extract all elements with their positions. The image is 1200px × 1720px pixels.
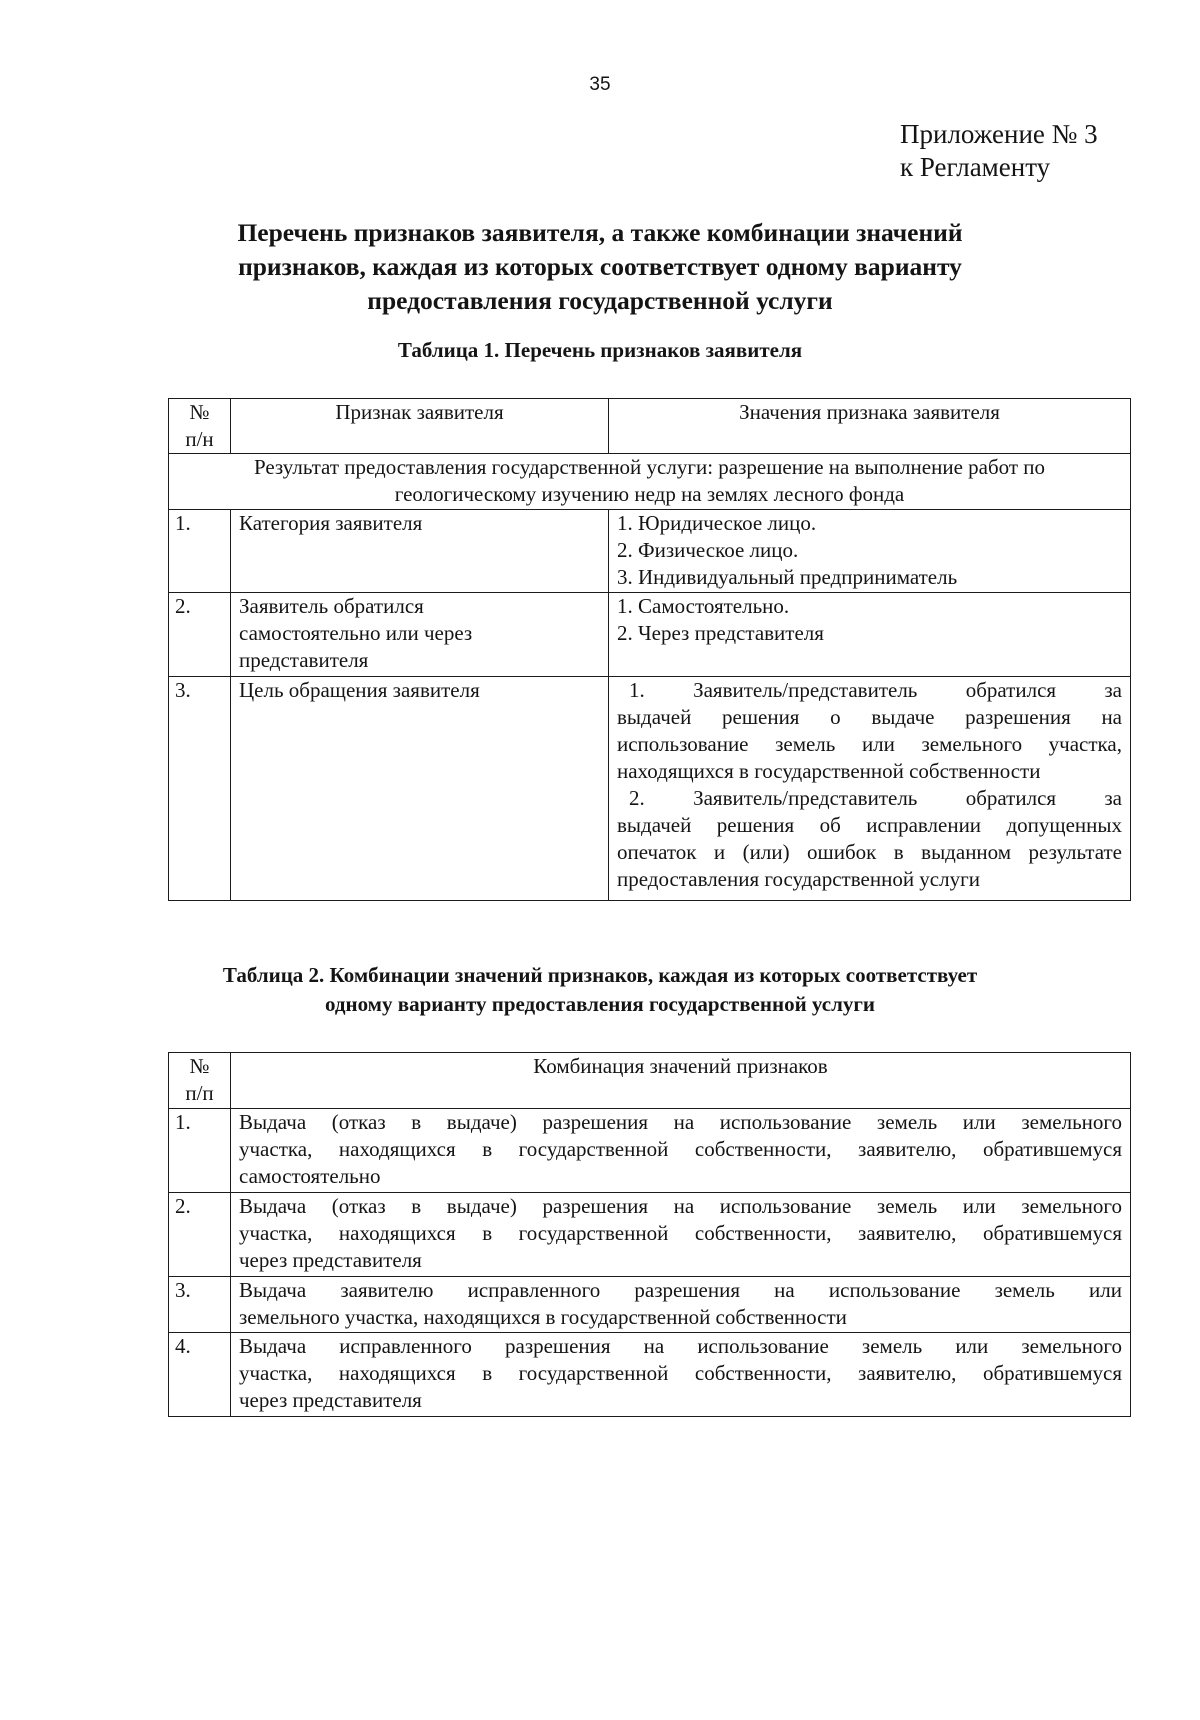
title-line-2: признаков, каждая из которых соответствует одному варианту [238,252,962,281]
table2-row-1-line-2: участка, находящихся в государственной собственности, заявителю, обратившемуся [239,1137,1122,1161]
table2-header-num [169,1053,231,1109]
table1-row-3-feature-line-1: Цель обращения заявителя [239,678,480,702]
table1-row-2-feature-line-3: представителя [239,648,369,672]
table2-caption [0,961,1200,1019]
table2-row-2-num: 2. [169,1193,231,1277]
table1-header-num-line-2: п/н [185,427,214,451]
table2-row-1-num: 1. [169,1109,231,1193]
table-row [169,510,1131,593]
table1-result-row [169,454,1131,510]
table2-feature-combinations [168,1052,1131,1417]
table1-row-1-values [609,510,1131,593]
table1-result-line-1: Результат предоставления государственной услуги: разрешение на выполнение работ по [253,455,1046,479]
table1-header-num-line-1: № [189,400,210,424]
table-row [169,1277,1131,1333]
table1-header-row [169,399,1131,454]
table1-row-2-value-line-1: 1. Самостоятельно. [617,594,790,618]
table1-row-1-num: 1. [169,510,231,593]
table1-row-2-value-line-2: 2. Через представителя [617,621,824,645]
title-line-3: предоставления государственной услуги [367,286,833,315]
table2-header-row [169,1053,1131,1109]
table1-header-values: Значения признака заявителя [609,399,1131,454]
table2-header-num-line-1: № [189,1054,210,1078]
table1-row-3-values [609,677,1131,901]
table1-row-3-value-line-5: 2. Заявитель/представитель обратился за [629,786,1122,810]
appendix-line-1: Приложение № 3 [900,119,1098,149]
table1-row-3-value-line-4: находящихся в государственной собственности [617,759,1041,783]
table1-row-2-values [609,593,1131,677]
table2-row-4-num: 4. [169,1333,231,1417]
table1-row-2-feature-line-1: Заявитель обратился [239,594,424,618]
table2-row-4-line-2: участка, находящихся в государственной собственности, заявителю, обратившемуся [239,1361,1122,1385]
table1-row-3-value-line-7: опечаток и (или) ошибок в выданном результате [617,840,1122,864]
table2-row-2-line-3: через представителя [239,1248,422,1272]
table-row [169,677,1131,901]
table2-row-1-line-3: самостоятельно [239,1164,381,1188]
table1-row-2-num: 2. [169,593,231,677]
table1-row-2-feature [231,593,609,677]
table1-result-line-2: геологическому изучению недр на землях лесного фонда [394,482,905,506]
table2-caption-line-2: одному варианту предоставления государственной услуги [324,992,876,1016]
table1-row-3-value-line-3: использование земель или земельного участка, [617,732,1122,756]
table1-row-3-num: 3. [169,677,231,901]
table1-row-3-feature [231,677,609,901]
table-row [169,593,1131,677]
table2-header-combination: Комбинация значений признаков [231,1053,1131,1109]
table1-row-1-value-line-2: 2. Физическое лицо. [617,538,799,562]
table2-row-4-line-1: Выдача исправленного разрешения на использование земель или земельного [239,1334,1122,1358]
table1-row-1-value-line-3: 3. Индивидуальный предприниматель [617,565,958,589]
table1-header-feature: Признак заявителя [231,399,609,454]
table2-row-3-text [231,1277,1131,1333]
appendix-reference [900,118,1098,184]
document-title [0,216,1200,318]
table1-row-1-feature-line-1: Категория заявителя [239,511,423,535]
table2-row-1-text [231,1109,1131,1193]
table2-row-4-text [231,1333,1131,1417]
table1-row-3-value-line-8: предоставления государственной услуги [617,867,980,891]
table2-row-2-line-2: участка, находящихся в государственной собственности, заявителю, обратившемуся [239,1221,1122,1245]
table2-caption-line-1: Таблица 2. Комбинации значений признаков, каждая из которых соответствует [222,963,978,987]
table1-row-2-feature-line-2: самостоятельно или через [239,621,473,645]
table2-row-2-text [231,1193,1131,1277]
table-row [169,1109,1131,1193]
table1-row-3-value-line-2: выдачей решения о выдаче разрешения на [617,705,1122,729]
table1-row-3-value-line-6: выдачей решения об исправлении допущенных [617,813,1122,837]
table1-applicant-features [168,398,1131,901]
table2-row-3-line-2: земельного участка, находящихся в государственной собственности [239,1305,847,1329]
table-row [169,1193,1131,1277]
table-row [169,1333,1131,1417]
table2-row-3-num: 3. [169,1277,231,1333]
table1-result-cell [169,454,1131,510]
table1-caption-text: Таблица 1. Перечень признаков заявителя [397,338,803,362]
page-number: 35 [589,74,611,95]
appendix-line-2: к Регламенту [900,152,1051,182]
table2-row-3-line-1: Выдача заявителю исправленного разрешения на использование земель или [239,1278,1122,1302]
title-line-1: Перечень признаков заявителя, а также комбинации значений [237,218,963,247]
table2-row-2-line-1: Выдача (отказ в выдаче) разрешения на использование земель или земельного [239,1194,1122,1218]
table1-row-1-value-line-1: 1. Юридическое лицо. [617,511,817,535]
table1-row-1-feature [231,510,609,593]
table2-row-1-line-1: Выдача (отказ в выдаче) разрешения на использование земель или земельного [239,1110,1122,1134]
table1-caption [0,336,1200,365]
table2-row-4-line-3: через представителя [239,1388,422,1412]
table1-row-3-value-line-1: 1. Заявитель/представитель обратился за [629,678,1122,702]
table1-header-num [169,399,231,454]
table2-header-num-line-2: п/п [185,1081,214,1105]
